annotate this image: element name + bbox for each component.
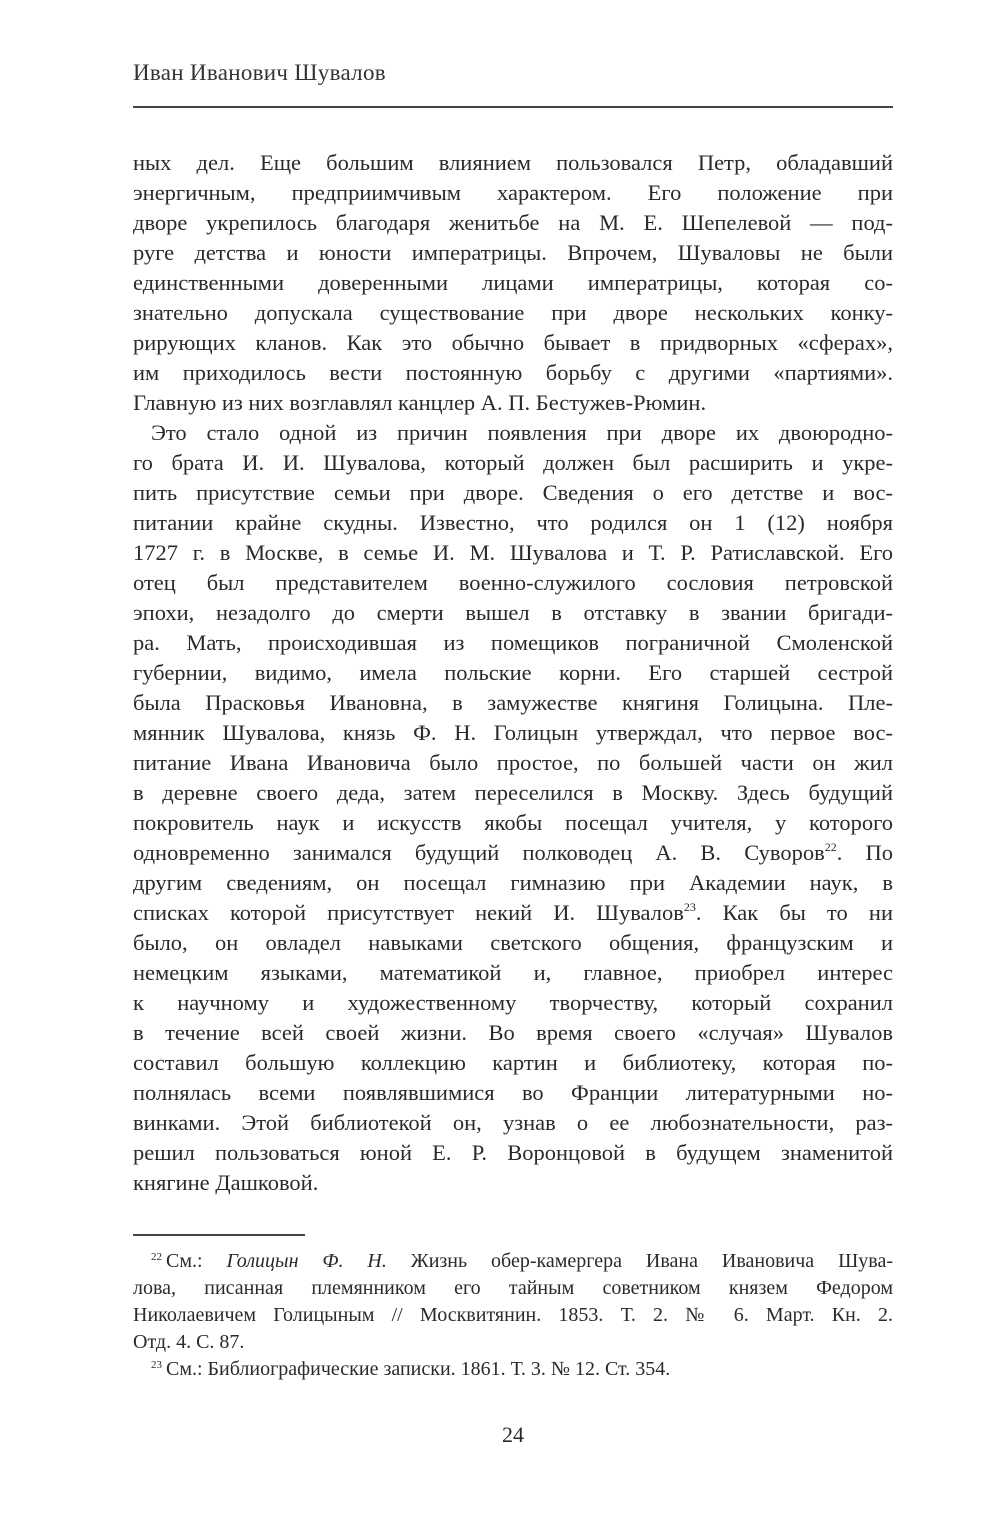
footnote-line xyxy=(133,1248,893,1275)
line-text: губернии, видимо, имела польские корни. Его старшей сестрой xyxy=(133,660,893,685)
line-text: полнялась всеми появлявшимися во Франции литературными но- xyxy=(133,1080,893,1105)
text-line xyxy=(133,1138,893,1168)
text-line xyxy=(133,1168,893,1198)
line-text: им приходилось вести постоянную борьбу с другими «партиями». xyxy=(133,360,893,385)
line-text: ных дел. Еще большим влиянием пользовался Петр, обладавший xyxy=(133,150,893,175)
text-line xyxy=(133,328,893,358)
line-text: энергичным, предприимчивым характером. Его положение при xyxy=(133,180,893,205)
footnote-ref: 22 xyxy=(824,840,837,854)
text-line xyxy=(133,1018,893,1048)
text-line xyxy=(133,688,893,718)
footnote-text: См.: Библиографические записки. 1861. Т. 3. № 12. Ст. 354. xyxy=(166,1358,671,1380)
footnote-text: См.: xyxy=(166,1250,227,1272)
line-text: Главную из них возглавлял канцлер А. П. Бестужев-Рюмин. xyxy=(133,390,707,415)
footnote-rule xyxy=(133,1234,305,1236)
page-number: 24 xyxy=(502,1422,524,1447)
line-text: княгине Дашковой. xyxy=(133,1170,319,1195)
line-text: рирующих кланов. Как это обычно бывает в придворных «сферах», xyxy=(133,330,893,355)
text-line xyxy=(133,448,893,478)
line-text: к научному и художественному творчеству, который сохранил xyxy=(133,990,893,1015)
text-line xyxy=(133,358,893,388)
line-text: мянник Шувалова, князь Ф. Н. Голицын утверждал, что первое вос- xyxy=(133,720,893,745)
body-text xyxy=(133,148,893,1198)
line-text: покровитель наук и искусств якобы посещал учителя, у которого xyxy=(133,810,893,835)
text-line xyxy=(133,478,893,508)
text-line xyxy=(133,298,893,328)
line-text: составил большую коллекцию картин и библиотеку, которая по- xyxy=(133,1050,893,1075)
line-text: дворе укрепилось благодаря женитьбе на М. Е. Шепелевой — под- xyxy=(133,210,893,235)
line-text: Это стало одной из причин появления при дворе их двоюродно- xyxy=(151,420,893,445)
line-text: эпохи, незадолго до смерти вышел в отставку в звании бригади- xyxy=(133,600,893,625)
text-line xyxy=(133,658,893,688)
line-text: было, он овладел навыками светского общения, французским и xyxy=(133,930,893,955)
footnotes xyxy=(133,1248,893,1383)
text-line xyxy=(133,568,893,598)
footnote-author: Голицын Ф. Н. xyxy=(226,1250,387,1272)
line-text: решил пользоваться юной Е. Р. Воронцовой в будущем знаменитой xyxy=(133,1140,893,1165)
line-text: единственными доверенными лицами императрицы, которая со- xyxy=(133,270,893,295)
line-text: знательно допускала существование при дворе нескольких конку- xyxy=(133,300,893,325)
line-text: в течение всей своей жизни. Во время своего «случая» Шувалов xyxy=(133,1020,893,1045)
text-line xyxy=(133,598,893,628)
text-line xyxy=(133,898,893,928)
running-header: Иван Иванович Шувалов xyxy=(133,60,386,85)
text-line xyxy=(133,268,893,298)
line-text: была Прасковья Ивановна, в замужестве княгиня Голицына. Пле- xyxy=(133,690,893,715)
footnote-line xyxy=(133,1329,893,1356)
line-text: другим сведениям, он посещал гимназию при Академии наук, в xyxy=(133,870,893,895)
footnote-number: 22 xyxy=(151,1251,162,1263)
text-line xyxy=(133,388,893,418)
footnote-line xyxy=(133,1302,893,1329)
line-text: в деревне своего деда, затем переселился в Москву. Здесь будущий xyxy=(133,780,893,805)
footnote-text-after: Жизнь обер-камергера Ивана Ивановича Шува- xyxy=(386,1250,893,1272)
line-text-after: . Как бы то ни xyxy=(695,900,893,925)
text-line xyxy=(133,958,893,988)
line-text-after: . По xyxy=(836,840,894,865)
header-rule xyxy=(133,106,893,108)
text-line xyxy=(133,1048,893,1078)
text-line xyxy=(133,1108,893,1138)
text-line xyxy=(133,1078,893,1108)
text-line xyxy=(133,148,893,178)
text-line xyxy=(133,178,893,208)
footnote-text: лова, писанная племянником его тайным советником князем Федором xyxy=(133,1277,893,1299)
footnote-text: Николаевичем Голицыным // Москвитянин. 1853. Т. 2. № 6. Март. Кн. 2. xyxy=(133,1304,893,1326)
line-text: 1727 г. в Москве, в семье И. М. Шувалова и Т. Р. Ратиславской. Его xyxy=(133,540,893,565)
footnote-line xyxy=(133,1275,893,1302)
footnote-ref: 23 xyxy=(683,900,696,914)
line-text: руге детства и юности императрицы. Впрочем, Шуваловы не были xyxy=(133,240,893,265)
text-line xyxy=(133,748,893,778)
text-line xyxy=(133,838,893,868)
text-line xyxy=(133,808,893,838)
line-text: немецким языками, математикой и, главное, приобрел интерес xyxy=(133,960,893,985)
line-text: ра. Мать, происходившая из помещиков пограничной Смоленской xyxy=(133,630,893,655)
text-line xyxy=(133,208,893,238)
text-line xyxy=(133,718,893,748)
footnote-number: 23 xyxy=(151,1359,162,1371)
text-line xyxy=(133,238,893,268)
text-line xyxy=(133,538,893,568)
line-text: списках которой присутствует некий И. Шувалов xyxy=(133,900,684,925)
text-line xyxy=(133,628,893,658)
footnote-line xyxy=(133,1356,893,1383)
text-line xyxy=(133,418,893,448)
text-line xyxy=(133,778,893,808)
text-line xyxy=(133,508,893,538)
line-text: го брата И. И. Шувалова, который должен был расширить и укре- xyxy=(133,450,893,475)
text-line xyxy=(133,928,893,958)
line-text: одновременно занимался будущий полководец А. В. Суворов xyxy=(133,840,825,865)
line-text: питание Ивана Ивановича было простое, по большей части он жил xyxy=(133,750,893,775)
text-line xyxy=(133,988,893,1018)
line-text: пить присутствие семьи при дворе. Сведения о его детстве и вос- xyxy=(133,480,893,505)
text-line xyxy=(133,868,893,898)
line-text: питании крайне скудны. Известно, что родился он 1 (12) ноября xyxy=(133,510,893,535)
line-text: винками. Этой библиотекой он, узнав о ее любознательности, раз- xyxy=(133,1110,893,1135)
line-text: отец был представителем военно-служилого сословия петровской xyxy=(133,570,893,595)
footnote-text: Отд. 4. С. 87. xyxy=(133,1331,245,1353)
